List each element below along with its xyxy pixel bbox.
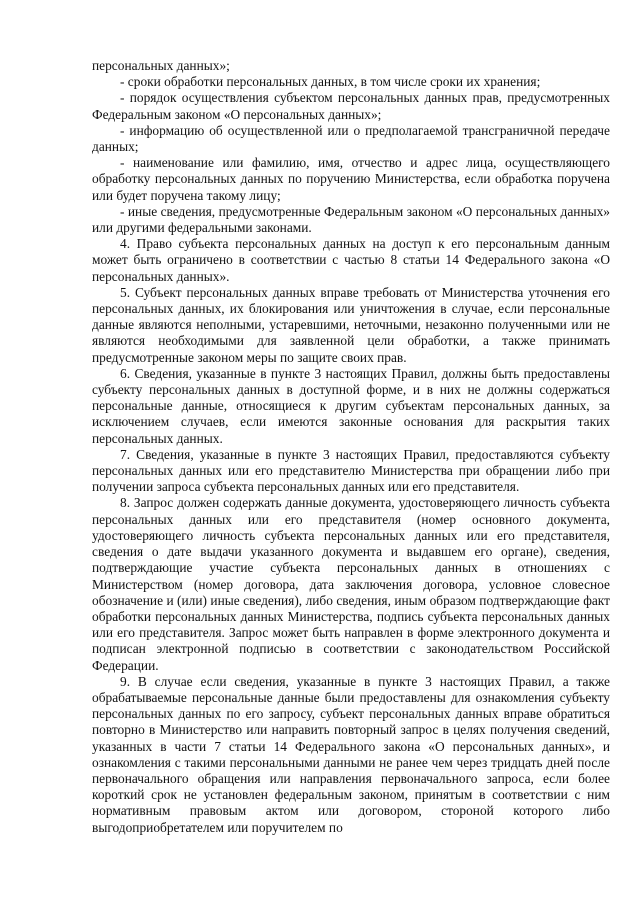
paragraph-clause-4: 4. Право субъекта персональных данных на доступ к его персональным данным может быть ограничено в соответствии с частью 8 статьи 14 Федерального закона «О персональных данных».	[92, 236, 610, 284]
list-item-storage-terms: - сроки обработки персональных данных, в том числе сроки их хранения;	[120, 74, 541, 90]
paragraph-clause-9: 9. В случае если сведения, указанные в пункте 3 настоящих Правил, а также обрабатываемые персональные данные были предоставлены для ознакомления субъекту персональных данных по его запросу, субъект персональных данных вправе обратиться повторно в Министерство или направить повторный запрос в целях получения сведений, указанных в части 7 статьи 14 Федерального закона «О персональных данных», и ознакомления с такими персональными данными не ранее чем через тридцать дней после первоначального обращения или направления первоначального запроса, если более короткий срок не установлен федеральным законом, принятым в соответствии с ним нормативным правовым актом или договором, стороной которого либо выгодоприобретателем или поручителем по	[92, 673, 610, 835]
list-item-rights-procedure: - порядок осуществления субъектом персональных данных прав, предусмотренных Федеральным законом «О персональных данных»;	[92, 90, 610, 122]
paragraph-clause-6: 6. Сведения, указанные в пункте 3 настоящих Правил, должны быть предоставлены субъекту персональных данных в доступной форме, и в них не должны содержаться персональные данные, относящиеся к другим субъектам персональных данных, за исключением случаев, если имеются законные основания для раскрытия таких персональных данных.	[92, 365, 610, 446]
paragraph-clause-5: 5. Субъект персональных данных вправе требовать от Министерства уточнения его персональных данных, их блокирования или уничтожения в случае, если персональные данные являются неполными, устаревшими, неточными, незаконно полученными или не являются необходимыми для заявленной цели обработки, а также принимать предусмотренные законом меры по защите своих прав.	[92, 284, 610, 365]
paragraph-clause-8: 8. Запрос должен содержать данные документа, удостоверяющего личность субъекта персональных данных или его представителя (номер основного документа, удостоверяющего личность субъекта персональных данных или его представителя, сведения о дате выдачи указанного документа и выдавшем его органе), сведения, подтверждающие участие субъекта персональных данных в отношениях с Министерством (номер договора, дата заключения договора, условное словесное обозначение и (или) иные сведения), либо сведения, иным образом подтверждающие факт обработки персональных данных Министерства, подпись субъекта персональных данных или его представителя. Запрос может быть направлен в форме электронного документа и подписан электронной подписью в соответствии с законодательством Российской Федерации.	[92, 495, 610, 673]
paragraph-continuation: персональных данных»;	[92, 58, 230, 73]
list-item-processor-details: - наименование или фамилию, имя, отчество и адрес лица, осуществляющего обработку персональных данных по поручению Министерства, если обработка поручена или будет поручена такому лицу;	[92, 155, 610, 203]
paragraph-clause-7: 7. Сведения, указанные в пункте 3 настоящих Правил, предоставляются субъекту персональных данных или его представителю Министерства при обращении либо при получении запроса субъекта персональных данных или его представителя.	[92, 446, 610, 495]
list-item-cross-border-transfer: - информацию об осуществленной или о предполагаемой трансграничной передаче данных;	[92, 122, 610, 155]
list-item-other-info: - иные сведения, предусмотренные Федеральным законом «О персональных данных» или другими федеральными законами.	[92, 203, 610, 236]
document-page	[92, 58, 610, 836]
